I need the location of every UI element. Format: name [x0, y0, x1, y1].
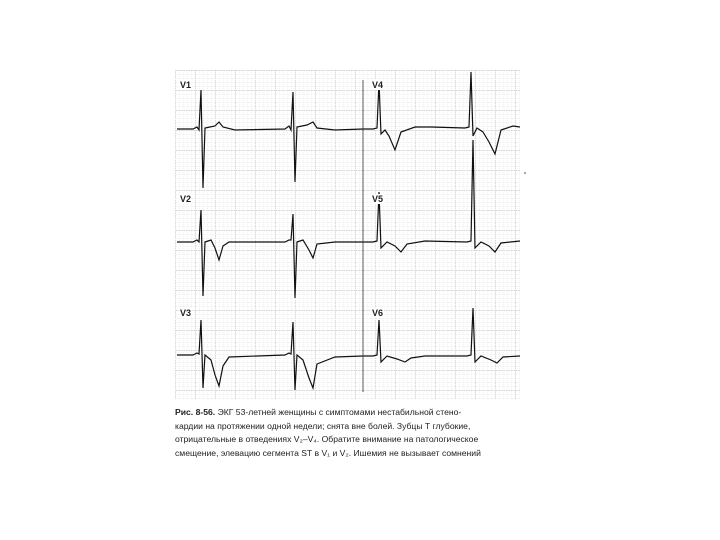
- caption-line-4: смещение, элевацию сегмента ST в V₁ и V₂. Ишемия не вызывает сомнений: [175, 447, 481, 458]
- lead-label-v3: V3: [180, 308, 192, 318]
- figure-caption: [175, 406, 520, 460]
- caption-label: Рис. 8-56.: [175, 407, 216, 417]
- scan-speck: [524, 172, 526, 174]
- lead-label-v6: V6: [372, 308, 384, 318]
- grid-paper: [175, 70, 520, 400]
- lead-label-v4: V4: [372, 80, 384, 90]
- ecg-figure: [175, 70, 520, 400]
- caption-line-2: кардии на протяжении одной недели; снята вне болей. Зубцы Т глубокие,: [175, 420, 471, 431]
- lead-label-v1: V1: [180, 80, 192, 90]
- ecg-tracing: [175, 70, 520, 400]
- lead-label-v5: V5: [372, 194, 384, 204]
- lead-label-v2: V2: [180, 194, 192, 204]
- caption-line-1: ЭКГ 53-летней женщины с симптомами нестабильной стено-: [217, 407, 462, 417]
- caption-line-3: отрицательные в отведениях V₂–V₄. Обратите внимание на патологическое: [175, 434, 479, 444]
